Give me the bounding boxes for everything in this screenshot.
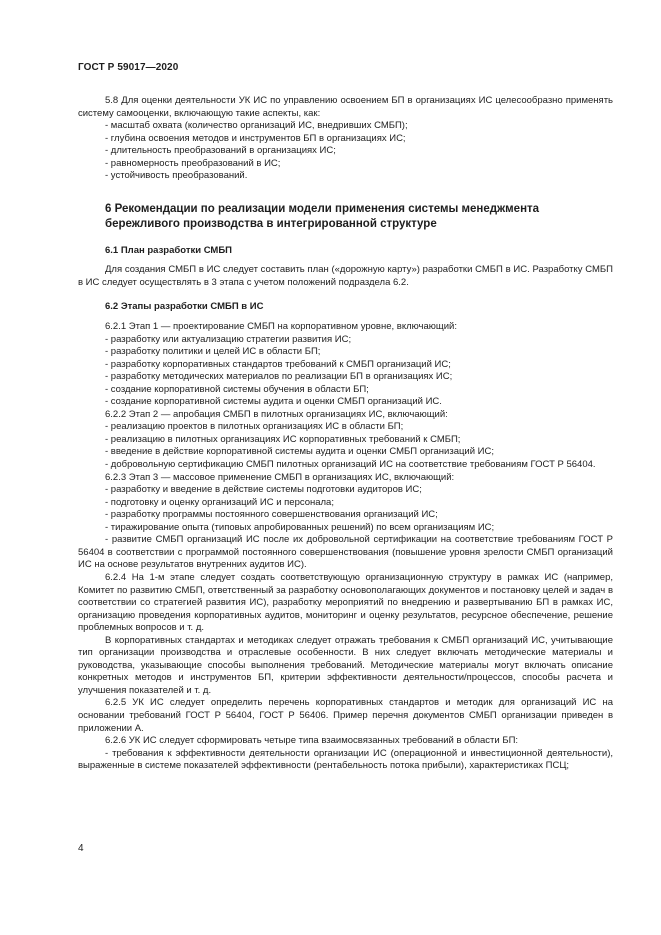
list-item: - развитие СМБП организаций ИС после их добровольной сертификации на соответствие требованиям ГОСТ Р 56404 в соответствии с программой постоянного совершенствования (повышение уровня зрелости СМБП организаций ИС на основе результатов внутренних аудитов ИС). — [78, 534, 613, 571]
list-item: - разработку или актуализацию стратегии развития ИС; — [105, 333, 352, 345]
section-6-heading: 6 Рекомендации по реализации модели применения системы менеджмента бережливого производства в интегрированной структуре — [105, 202, 540, 231]
section-6-2-5-text: 6.2.5 УК ИС следует определить перечень корпоративных стандартов и методик для организаций ИС на основании требований ГОСТ Р 56404, ГОСТ Р 56406. Пример перечня документов СМБП организации приведен в приложении А. — [78, 697, 613, 734]
list-item: - разработку программы постоянного совершенствования организаций ИС; — [105, 509, 438, 521]
section-6-2-2-intro: 6.2.2 Этап 2 — апробация СМБП в пилотных организациях ИС, включающий: — [105, 408, 448, 420]
section-6-1-text: Для создания СМБП в ИС следует составить план («дорожную карту») разработки СМБП в ИС. Разработку СМБП в ИС следует осуществлять в 3 этапа с учетом положений подраздела 6.2. — [78, 264, 613, 288]
list-item: - создание корпоративной системы обучения в области БП; — [105, 383, 369, 395]
list-item: - масштаб охвата (количество организаций ИС, внедривших СМБП); — [105, 120, 408, 132]
section-5-8-intro: 5.8 Для оценки деятельности УК ИС по управлению освоением БП в организациях ИС целесообразно применять систему самооценки, включающую такие аспекты, как: — [78, 95, 613, 119]
list-item: - реализацию проектов в пилотных организациях ИС в области БП; — [105, 421, 404, 433]
section-6-2-3-intro: 6.2.3 Этап 3 — массовое применение СМБП в организациях ИС, включающий: — [105, 471, 455, 483]
list-item: - требования к эффективности деятельности организации ИС (операционной и инвестиционной деятельности), выраженные в системе показателей эффективности (рентабельность потока прибыли), характеристиках ПСЦ; — [78, 747, 613, 772]
section-6-1-heading: 6.1 План разработки СМБП — [105, 244, 233, 256]
section-6-2-6-intro: 6.2.6 УК ИС следует сформировать четыре типа взаимосвязанных требований в области БП: — [105, 735, 519, 747]
section-6-2-4-text-continued: В корпоративных стандартах и методиках следует отражать требования к СМБП организаций ИС, учитывающие тип организации производства и отраслевые особенности. В них следует включать методические материалы и руководства, указывающие способы выполнения требований. Методические материалы могут включать описание конкретных методов и инструментов БП, критерии эффективности деятельности/процессов, способы расчета и улучшения показателей и т. д. — [78, 634, 613, 696]
section-6-2-1-intro: 6.2.1 Этап 1 — проектирование СМБП на корпоративном уровне, включающий: — [105, 321, 457, 333]
list-item: - создание корпоративной системы аудита и оценки СМБП организаций ИС. — [105, 396, 442, 408]
list-item: - реализацию в пилотных организациях ИС корпоративных требований к СМБП; — [105, 433, 461, 445]
list-item: - глубина освоения методов и инструментов БП в организациях ИС; — [105, 132, 406, 144]
document-body — [78, 95, 613, 773]
list-item: - разработку корпоративных стандартов требований к СМБП организаций ИС; — [105, 358, 451, 370]
list-item: - подготовку и оценку организаций ИС и персонала; — [105, 496, 334, 508]
list-item: - устойчивость преобразований. — [105, 170, 248, 182]
list-item: - разработку методических материалов по реализации БП в организациях ИС; — [105, 371, 453, 383]
list-item: - тиражирование опыта (типовых апробированных решений) по всем организациям ИС; — [105, 521, 495, 533]
section-6-2-heading: 6.2 Этапы разработки СМБП в ИС — [105, 301, 264, 313]
list-item: - разработку политики и целей ИС в области БП; — [105, 346, 321, 358]
list-item: - разработку и введение в действие системы подготовки аудиторов ИС; — [105, 484, 422, 496]
page-number: 4 — [78, 843, 84, 854]
list-item: - длительность преобразований в организациях ИС; — [105, 145, 336, 157]
section-6-2-4-text: 6.2.4 На 1-м этапе следует создать соответствующую организационную структуру в рамках ИС (например, Комитет по развитию СМБП, ответственный за разработку основополагающих документов и постановку целей и задач в соответствии со стратегией развития ИС), разработку мероприятий по внедрению и развертыванию БП в рамках ИС, организацию проведения корпоративных аудитов, мониторинг и оценку результатов, ресурсное обеспечение, решение проблемных вопросов и т. д. — [78, 571, 613, 634]
document-header: ГОСТ Р 59017—2020 — [78, 62, 179, 73]
list-item: - введение в действие корпоративной системы аудита и оценки СМБП организаций ИС; — [105, 446, 495, 458]
list-item: - добровольную сертификацию СМБП пилотных организаций ИС на соответствие требованиям ГОСТ Р 56404. — [105, 459, 596, 471]
list-item: - равномерность преобразований в ИС; — [105, 157, 281, 169]
